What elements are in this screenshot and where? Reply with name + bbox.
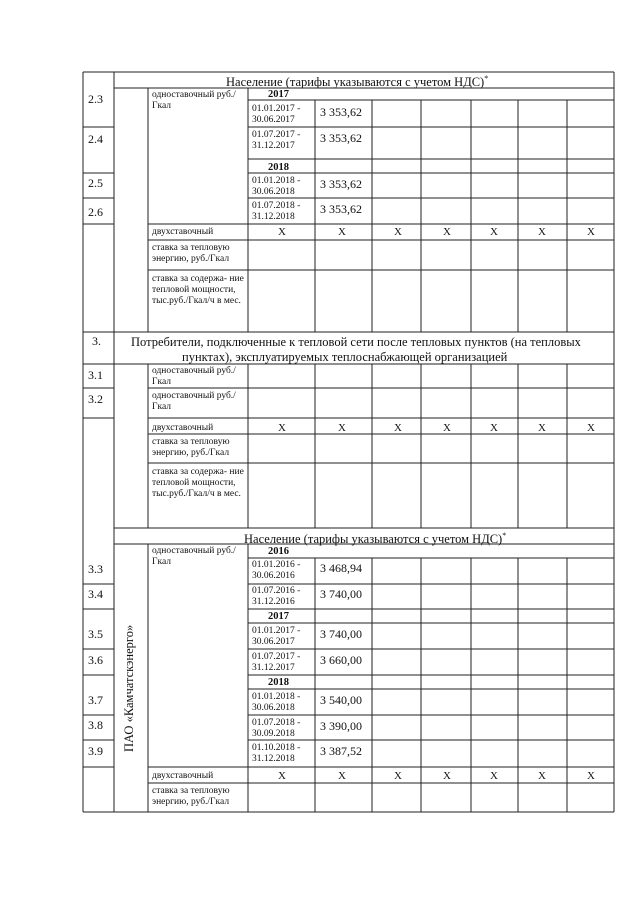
x-mark: Х	[278, 422, 286, 434]
year-label: 2017	[268, 89, 289, 100]
year-label: 2016	[268, 546, 289, 557]
row-number: 3.2	[88, 392, 103, 406]
row-number: 2.6	[88, 205, 103, 219]
one-part-label: одноставочный руб./Гкал	[152, 546, 236, 567]
x-mark: Х	[490, 226, 498, 238]
row-number: 3.8	[88, 718, 103, 732]
x-mark: Х	[587, 770, 595, 782]
x-mark: Х	[394, 226, 402, 238]
section-3-title-line2: пунктах), эксплуатируемых теплоснабжающей организацией	[182, 350, 508, 364]
capacity-rate-label: ставка за содержа- ние тепловой мощности, тыс.руб./Гкал/ч в мес.	[152, 274, 244, 306]
period-cell: 01.07.2017 - 31.12.2017	[252, 652, 301, 673]
x-mark: Х	[338, 770, 346, 782]
row-number: 3.5	[88, 627, 103, 641]
period-cell: 01.01.2017 - 30.06.2017	[252, 104, 301, 125]
population-header-1	[226, 75, 488, 89]
period-cell: 01.01.2018 - 30.06.2018	[252, 176, 301, 197]
row-number: 3.3	[88, 562, 103, 576]
year-label: 2018	[268, 677, 289, 688]
x-mark: Х	[394, 422, 402, 434]
row-number: 3.7	[88, 693, 103, 707]
x-mark: Х	[443, 422, 451, 434]
row-number: 3.6	[88, 653, 103, 667]
population-header-2	[244, 532, 506, 546]
tariff-value: 3 540,00	[320, 693, 362, 707]
row-number: 3.1	[88, 368, 103, 382]
footnote-mark: *	[502, 531, 507, 540]
period-cell: 01.07.2016 - 31.12.2016	[252, 586, 301, 607]
x-mark: Х	[538, 226, 546, 238]
x-mark: Х	[443, 226, 451, 238]
tariff-value: 3 660,00	[320, 653, 362, 667]
row-number: 3.9	[88, 744, 103, 758]
year-label: 2018	[268, 162, 289, 173]
tariff-value: 3 353,62	[320, 202, 362, 216]
row-number: 2.5	[88, 176, 103, 190]
population-header-2-text: Население (тарифы указываются с учетом НДС)	[244, 532, 503, 547]
tariff-value: 3 740,00	[320, 627, 362, 641]
x-mark: Х	[538, 770, 546, 782]
heat-rate-label: ставка за тепловую энергию, руб./Гкал	[152, 786, 230, 807]
row-number: 2.4	[88, 132, 103, 146]
period-cell: 01.10.2018 - 31.12.2018	[252, 743, 301, 764]
x-mark: Х	[587, 226, 595, 238]
one-part-label: одноставочный руб./Гкал	[152, 391, 236, 412]
period-cell: 01.07.2018 - 30.09.2018	[252, 718, 301, 739]
tariff-value: 3 387,52	[320, 744, 362, 758]
x-mark: Х	[538, 422, 546, 434]
x-mark: Х	[587, 422, 595, 434]
tariff-value: 3 353,62	[320, 105, 362, 119]
x-mark: Х	[278, 770, 286, 782]
period-cell: 01.01.2017 - 30.06.2017	[252, 626, 301, 647]
one-part-label: одноставочный руб./Гкал	[152, 366, 236, 387]
tariff-value: 3 740,00	[320, 587, 362, 601]
two-part-label: двухставочный	[152, 423, 214, 433]
x-mark: Х	[490, 770, 498, 782]
section-3-title-line1: Потребители, подключенные к тепловой сети после тепловых пунктов (на тепловых	[131, 335, 581, 349]
heat-rate-label: ставка за тепловую энергию, руб./Гкал	[152, 437, 230, 458]
heat-rate-label: ставка за тепловую энергию, руб./Гкал	[152, 243, 230, 264]
tariff-value: 3 353,62	[320, 177, 362, 191]
population-header-1-text: Население (тарифы указываются с учетом НДС)	[226, 75, 485, 90]
x-mark: Х	[443, 770, 451, 782]
x-mark: Х	[490, 422, 498, 434]
footnote-mark: *	[484, 74, 489, 83]
two-part-label: двухставочный	[152, 227, 214, 237]
x-mark: Х	[394, 770, 402, 782]
year-label: 2017	[268, 611, 289, 622]
period-cell: 01.07.2018 - 31.12.2018	[252, 201, 301, 222]
row-number: 3.4	[88, 587, 103, 601]
x-mark: Х	[278, 226, 286, 238]
period-cell: 01.01.2018 - 30.06.2018	[252, 692, 301, 713]
x-mark: Х	[338, 422, 346, 434]
section-number: 3.	[92, 334, 101, 348]
tariff-value: 3 390,00	[320, 719, 362, 733]
one-part-label: одноставочный руб./Гкал	[152, 90, 236, 111]
two-part-label: двухставочный	[152, 771, 214, 781]
row-number: 2.3	[88, 92, 103, 106]
organization-name: ПАО «Камчатскэнерго»	[122, 624, 136, 752]
tariff-value: 3 353,62	[320, 131, 362, 145]
x-mark: Х	[338, 226, 346, 238]
capacity-rate-label: ставка за содержа- ние тепловой мощности, тыс.руб./Гкал/ч в мес.	[152, 467, 244, 499]
period-cell: 01.01.2016 - 30.06.2016	[252, 560, 301, 581]
tariff-value: 3 468,94	[320, 561, 362, 575]
period-cell: 01.07.2017 - 31.12.2017	[252, 130, 301, 151]
